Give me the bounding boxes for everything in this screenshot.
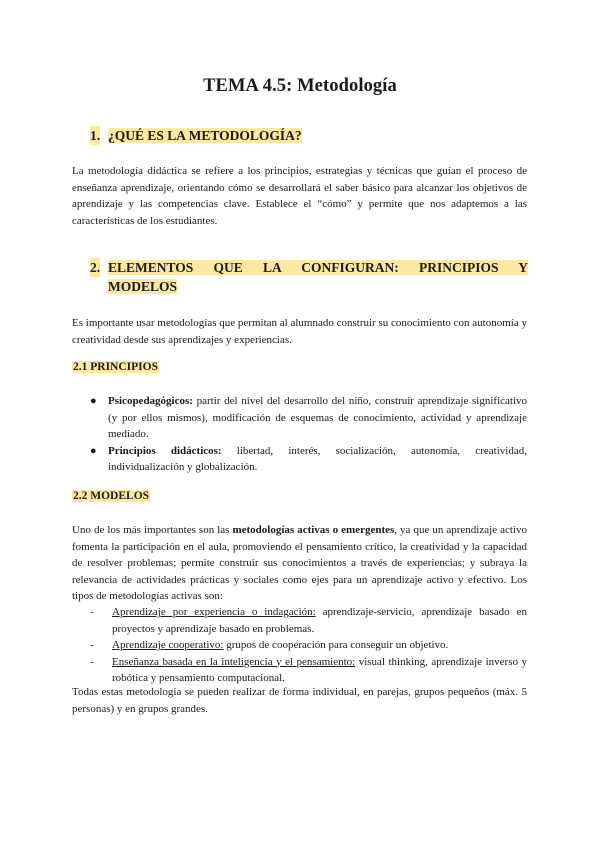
- metodologia-term: Aprendizaje cooperativo:: [112, 639, 224, 651]
- bullet-icon: ●: [90, 444, 97, 457]
- modelos-intro: [72, 522, 527, 605]
- modelos-closing: Todas estas metodología se pueden realizar de forma individual, en parejas, grupos pequeños (máx. 5 personas) y en grupos grandes.: [72, 686, 527, 715]
- list-item: [90, 637, 527, 654]
- page-title: TEMA 4.5: Metodología: [203, 76, 397, 96]
- metodologias-list: [90, 604, 527, 687]
- list-item: [90, 604, 527, 637]
- section-2-paragraph: Es importante usar metodologías que permitan al alumnado construir su conocimiento con autonomía y creatividad desde sus aprendizajes y experiencias.: [72, 317, 527, 346]
- section-1-heading: [90, 126, 528, 145]
- bullet-icon: ●: [90, 395, 97, 407]
- section-2-heading: [90, 258, 528, 296]
- dash-icon: -: [90, 606, 94, 618]
- list-item: [90, 443, 527, 476]
- modelos-intro-text: Uno de los más importantes son las: [72, 524, 233, 536]
- modelos-intro-rest: , ya que un aprendizaje activo fomenta la participación en el aula, promoviendo el pensamiento crítico, la creatividad y la capacidad de resolver problemas; permite construir sus conocimientos a través de experiencias; y subraya la relevancia de actividades prácticas y sociales como ejes para un aprendizaje activo y efectivo. Los tipos de metodologías activas son:: [72, 524, 527, 602]
- metodologia-term: Enseñanza basada en la inteligencia y el pensamiento:: [112, 655, 356, 668]
- principio-term: Psicopedagógicos:: [108, 395, 193, 407]
- metodologia-text: grupos de cooperación para conseguir un objetivo.: [223, 639, 449, 651]
- metodologia-text: aprendizaje-servicio, aprendizaje basado en proyectos y aprendizaje basado en problemas.: [112, 606, 527, 635]
- metodologia-text: visual thinking, aprendizaje inverso y robótica y pensamiento computacional.: [112, 655, 528, 684]
- section-1-paragraph: La metodología didáctica se refiere a los principios, estrategias y técnicas que guían el proceso de enseñanza aprendizaje, orientando cómo se desarrollará el saber básico para alcanzar los objetivos de aprendizaje y las competencias clave. Establece el “cómo” y permite que nos adaptemos a las características de los estudiantes.: [72, 165, 527, 227]
- principios-heading: 2.1 PRINCIPIOS: [73, 361, 158, 373]
- principio-text: partir del nivel del desarrollo del niño, construir aprendizaje significativo (y por ellos mismos), modificación de esquemas de conocimiento, actividad y aprendizaje mediado.: [108, 395, 527, 440]
- modelos-intro-bold: metodologías activas o emergentes: [232, 524, 395, 536]
- section-2-number: 2.: [90, 260, 101, 275]
- section-1-number: 1.: [90, 128, 101, 143]
- section-2-title-line2: MODELOS: [108, 279, 178, 294]
- list-item: [90, 654, 527, 687]
- principio-text: libertad, interés, socialización, autonomía, creatividad, individualización y globalización.: [108, 444, 527, 473]
- principio-term: Principios didácticos:: [108, 444, 222, 457]
- dash-icon: -: [90, 655, 94, 668]
- metodologia-term: Aprendizaje por experiencia o indagación:: [112, 606, 316, 618]
- list-item: [90, 393, 527, 443]
- section-2-title-line1: ELEMENTOS QUE LA CONFIGURAN: PRINCIPIOS Y: [108, 260, 528, 275]
- principios-list: [90, 393, 527, 476]
- section-1-title: ¿QUÉ ES LA METODOLOGÍA?: [108, 128, 302, 143]
- dash-icon: -: [90, 639, 94, 651]
- modelos-heading: 2.2 MODELOS: [73, 490, 150, 502]
